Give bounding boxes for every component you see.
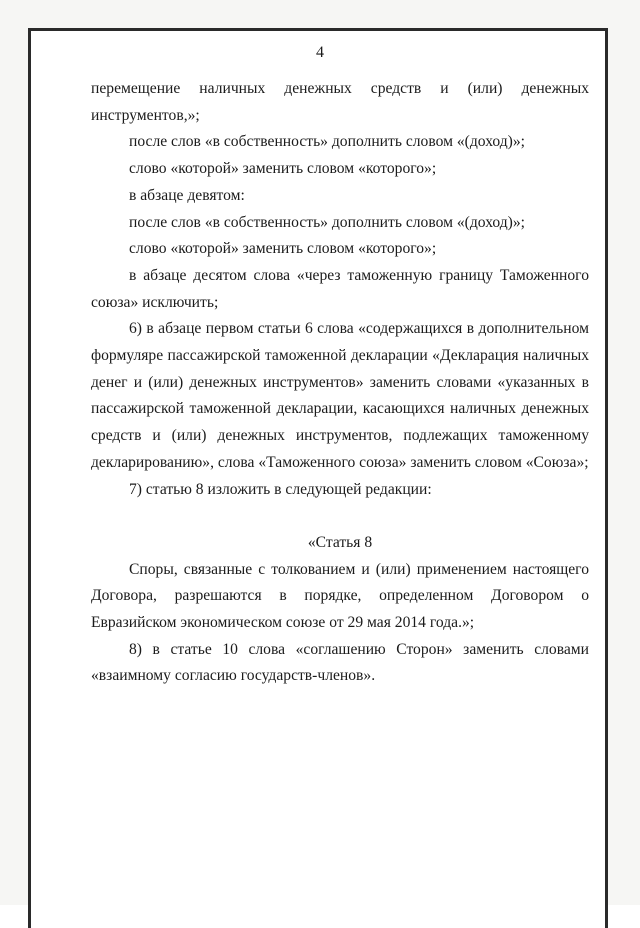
paragraph-amendment: в абзаце девятом: xyxy=(129,186,245,204)
page-number: 4 xyxy=(316,44,324,61)
paragraph-item-6: 6) в абзаце первом статьи 6 слова «содержащихся в дополнительном формуляре пассажирской таможенной декларации «Декларация наличных денег и (или) денежных инструментов» заменить словами «указанных в пассажирской таможенной декларации, касающихся наличных денежных средств и (или) денежных инструментов, подлежащих таможенному декларированию», слова «Таможенного союза» заменить словом «Союза»; xyxy=(91,320,589,471)
paragraph-amendment: слово «которой» заменить словом «которого»; xyxy=(129,240,437,258)
paragraph-item-8: 8) в статье 10 слова «соглашению Сторон» заменить словами «взаимному согласию государств-членов». xyxy=(91,640,589,685)
spacer xyxy=(91,503,589,530)
paragraph-amendment: в абзаце десятом слова «через таможенную границу Таможенного союза» исключить; xyxy=(91,266,589,311)
paragraph-amendment: после слов «в собственность» дополнить словом «(доход)»; xyxy=(129,133,525,151)
paragraph-continuation: перемещение наличных денежных средств и (или) денежных инструментов,»; xyxy=(91,80,589,124)
document-body xyxy=(91,76,589,690)
paragraph-item-7: 7) статью 8 изложить в следующей редакции: xyxy=(129,480,432,498)
article-heading: «Статья 8 xyxy=(307,533,373,551)
paragraph-amendment: слово «которой» заменить словом «которого»; xyxy=(129,160,437,178)
paragraph-amendment: после слов «в собственность» дополнить словом «(доход)»; xyxy=(129,213,525,231)
article-text: Споры, связанные с толкованием и (или) применением настоящего Договора, разрешаются в порядке, определенном Договором о Евразийском экономическом союзе от 29 мая 2014 года.»; xyxy=(91,560,589,632)
